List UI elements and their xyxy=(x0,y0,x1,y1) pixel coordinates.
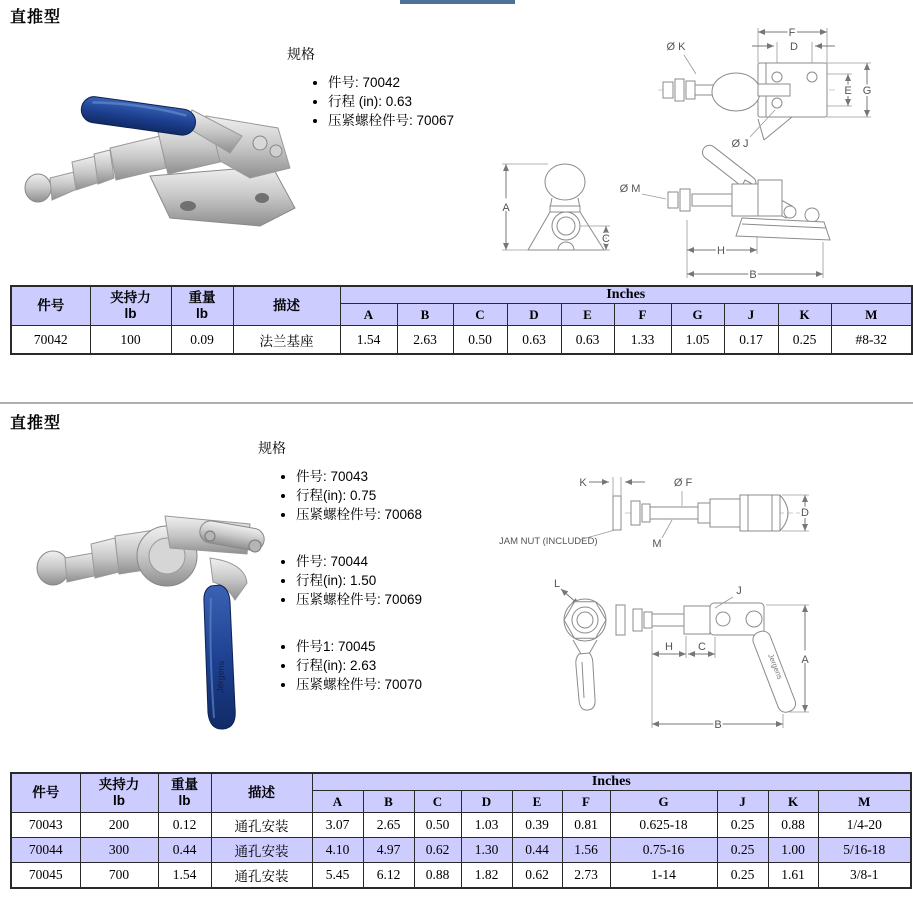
col-header-force-label: 夹持力 xyxy=(98,777,140,792)
spec-item: • 件号: 70044 xyxy=(296,552,422,571)
spec-list-70044 xyxy=(278,552,422,609)
cell-dim-K: 1.61 xyxy=(768,863,818,889)
spec-list-70043 xyxy=(278,467,422,524)
cell-dim-E: 0.44 xyxy=(512,838,562,863)
col-header-dim-A: A xyxy=(312,791,363,813)
col-header-dim-B: B xyxy=(363,791,414,813)
col-header-dim-F: F xyxy=(562,791,610,813)
cell-dim-J: 0.17 xyxy=(724,326,778,355)
col-header-force-unit: lb xyxy=(124,306,137,321)
spec-table-70042 xyxy=(10,285,913,355)
cell-dim-J: 0.25 xyxy=(717,863,768,889)
product-photo-70042 xyxy=(10,58,310,243)
cell-weight: 0.44 xyxy=(158,838,211,863)
table-row-70045 xyxy=(11,863,911,889)
cell-part: 70045 xyxy=(11,863,80,889)
dim-label-OM: Ø M xyxy=(619,183,641,195)
col-group-inches: Inches xyxy=(340,286,912,304)
cell-dim-G: 1-14 xyxy=(610,863,717,889)
col-header-dim-C: C xyxy=(414,791,461,813)
col-header-dim-E: E xyxy=(512,791,562,813)
dim-label-M2: M xyxy=(652,538,662,550)
col-header-force xyxy=(90,286,171,326)
col-header-part-label: 件号 xyxy=(32,785,60,800)
cell-force: 700 xyxy=(80,863,158,889)
cell-dim-C: 0.50 xyxy=(414,813,461,838)
cell-dim-C: 0.88 xyxy=(414,863,461,889)
cell-dim-K: 1.00 xyxy=(768,838,818,863)
cell-part: 70044 xyxy=(11,838,80,863)
cell-desc: 通孔安装 xyxy=(211,863,312,889)
cell-dim-F: 1.56 xyxy=(562,838,610,863)
technical-drawing-70043 xyxy=(475,450,910,760)
dim-label-J2: J xyxy=(736,585,742,597)
cell-desc: 通孔安装 xyxy=(211,838,312,863)
col-header-weight-unit: lb xyxy=(178,793,191,808)
cell-dim-F: 2.73 xyxy=(562,863,610,889)
table-row-70044 xyxy=(11,838,911,863)
dim-label-B: B xyxy=(749,269,757,281)
spec-item: • 行程(in): 0.75 xyxy=(296,486,422,505)
dim-label-D: D xyxy=(790,41,798,53)
spec-item: • 件号1: 70045 xyxy=(296,637,422,656)
cell-force: 100 xyxy=(90,326,171,355)
cell-desc: 法兰基座 xyxy=(233,326,340,355)
cell-dim-M: 1/4-20 xyxy=(818,813,911,838)
cell-part: 70043 xyxy=(11,813,80,838)
spec-item: • 压紧螺栓件号: 70067 xyxy=(328,111,454,130)
cell-dim-B: 6.12 xyxy=(363,863,414,889)
cell-dim-B: 2.63 xyxy=(397,326,453,355)
cell-dim-A: 3.07 xyxy=(312,813,363,838)
col-header-part xyxy=(11,286,90,326)
spec-item: • 件号: 70042 xyxy=(328,73,454,92)
col-header-dim-D: D xyxy=(461,791,512,813)
spec-label-2: 规格 xyxy=(258,440,286,456)
cell-dim-J: 0.25 xyxy=(717,813,768,838)
cell-dim-B: 2.65 xyxy=(363,813,414,838)
col-header-weight-unit: lb xyxy=(196,306,208,321)
spec-list-70042 xyxy=(310,73,454,130)
dim-label-D2: D xyxy=(801,507,809,519)
spec-item: • 压紧螺栓件号: 70069 xyxy=(296,590,422,609)
dim-label-F: F xyxy=(788,27,796,39)
section2-heading: 直推型 xyxy=(10,415,62,432)
col-header-dim-D: D xyxy=(507,304,561,326)
dim-label-OK: Ø K xyxy=(666,41,686,53)
table-row-70042 xyxy=(11,326,912,355)
cell-dim-M: #8-32 xyxy=(831,326,912,355)
cell-dim-G: 1.05 xyxy=(671,326,724,355)
cell-dim-J: 0.25 xyxy=(717,838,768,863)
cell-weight: 1.54 xyxy=(158,863,211,889)
brand-text-drawing: Jergens xyxy=(766,652,785,681)
col-header-dim-B: B xyxy=(397,304,453,326)
spec-item: • 件号: 70043 xyxy=(296,467,422,486)
section1-heading: 直推型 xyxy=(10,9,62,26)
col-header-dim-E: E xyxy=(561,304,614,326)
spec-item: • 行程 (in): 0.63 xyxy=(328,92,454,111)
cell-dim-E: 0.63 xyxy=(561,326,614,355)
dim-label-B2: B xyxy=(714,719,722,731)
col-header-dim-A: A xyxy=(340,304,397,326)
col-header-dim-J: J xyxy=(724,304,778,326)
col-header-weight-label: 重量 xyxy=(188,290,216,305)
col-header-dim-J: J xyxy=(717,791,768,813)
cell-dim-A: 1.54 xyxy=(340,326,397,355)
dim-label-E: E xyxy=(844,85,852,97)
dim-label-K: K xyxy=(579,477,587,489)
brand-text: Jergens xyxy=(215,660,227,694)
col-header-dim-M: M xyxy=(818,791,911,813)
spec-item: • 压紧螺栓件号: 70070 xyxy=(296,675,422,694)
jam-nut-note: JAM NUT (INCLUDED) xyxy=(499,536,598,547)
col-header-desc xyxy=(233,286,340,326)
dim-label-A2: A xyxy=(801,654,809,666)
cell-dim-D: 1.82 xyxy=(461,863,512,889)
spec-table-70043-45 xyxy=(10,772,912,889)
blue-handle-grip xyxy=(204,585,235,729)
cell-dim-M: 3/8-1 xyxy=(818,863,911,889)
table-row-70043 xyxy=(11,813,911,838)
col-header-part xyxy=(11,773,80,813)
dim-label-H: H xyxy=(717,245,725,257)
col-header-dim-F: F xyxy=(614,304,671,326)
cell-dim-F: 0.81 xyxy=(562,813,610,838)
cell-dim-D: 1.03 xyxy=(461,813,512,838)
col-header-dim-G: G xyxy=(610,791,717,813)
cell-weight: 0.12 xyxy=(158,813,211,838)
spec-label-1: 规格 xyxy=(287,46,315,62)
cell-dim-M: 5/16-18 xyxy=(818,838,911,863)
dim-label-L: L xyxy=(553,578,561,590)
col-header-weight-label: 重量 xyxy=(171,777,198,792)
dim-label-H2: H xyxy=(665,641,673,653)
col-header-dim-G: G xyxy=(671,304,724,326)
col-header-desc xyxy=(211,773,312,813)
cell-dim-D: 0.63 xyxy=(507,326,561,355)
cell-dim-F: 1.33 xyxy=(614,326,671,355)
dim-label-C: C xyxy=(602,233,610,245)
cell-part: 70042 xyxy=(11,326,90,355)
top-accent-bar xyxy=(400,0,515,4)
cell-dim-E: 0.62 xyxy=(512,863,562,889)
col-header-dim-C: C xyxy=(453,304,507,326)
dim-label-A: A xyxy=(502,202,510,214)
col-header-weight xyxy=(158,773,211,813)
spec-item: • 压紧螺栓件号: 70068 xyxy=(296,505,422,524)
cell-weight: 0.09 xyxy=(171,326,233,355)
col-header-part-label: 件号 xyxy=(37,298,65,313)
blue-handle-grip xyxy=(80,95,197,137)
col-header-force xyxy=(80,773,158,813)
spec-item: • 行程(in): 1.50 xyxy=(296,571,422,590)
dim-label-OF: Ø F xyxy=(673,477,693,489)
spec-list-70045 xyxy=(278,637,422,694)
product-photo-70043 xyxy=(15,478,290,748)
dim-label-OJ: Ø J xyxy=(731,138,749,150)
col-header-dim-K: K xyxy=(768,791,818,813)
section-divider xyxy=(0,402,913,404)
col-header-dim-K: K xyxy=(778,304,831,326)
cell-dim-G: 0.625-18 xyxy=(610,813,717,838)
spec-item: • 行程(in): 2.63 xyxy=(296,656,422,675)
cell-dim-D: 1.30 xyxy=(461,838,512,863)
cell-dim-C: 0.62 xyxy=(414,838,461,863)
col-header-dim-M: M xyxy=(831,304,912,326)
cell-dim-K: 0.88 xyxy=(768,813,818,838)
cell-force: 300 xyxy=(80,838,158,863)
col-header-desc-label: 描述 xyxy=(273,298,300,313)
dim-label-C2: C xyxy=(698,641,706,653)
col-header-force-label: 夹持力 xyxy=(110,290,151,305)
cell-dim-K: 0.25 xyxy=(778,326,831,355)
cell-dim-A: 5.45 xyxy=(312,863,363,889)
col-header-weight xyxy=(171,286,233,326)
col-header-desc-label: 描述 xyxy=(248,785,275,800)
cell-dim-E: 0.39 xyxy=(512,813,562,838)
cell-desc: 通孔安装 xyxy=(211,813,312,838)
cell-dim-B: 4.97 xyxy=(363,838,414,863)
col-group-inches: Inches xyxy=(312,773,911,791)
technical-drawing-70042 xyxy=(490,22,910,284)
cell-force: 200 xyxy=(80,813,158,838)
dim-label-G: G xyxy=(862,85,872,97)
cell-dim-A: 4.10 xyxy=(312,838,363,863)
col-header-force-unit: lb xyxy=(113,793,125,808)
cell-dim-C: 0.50 xyxy=(453,326,507,355)
cell-dim-G: 0.75-16 xyxy=(610,838,717,863)
